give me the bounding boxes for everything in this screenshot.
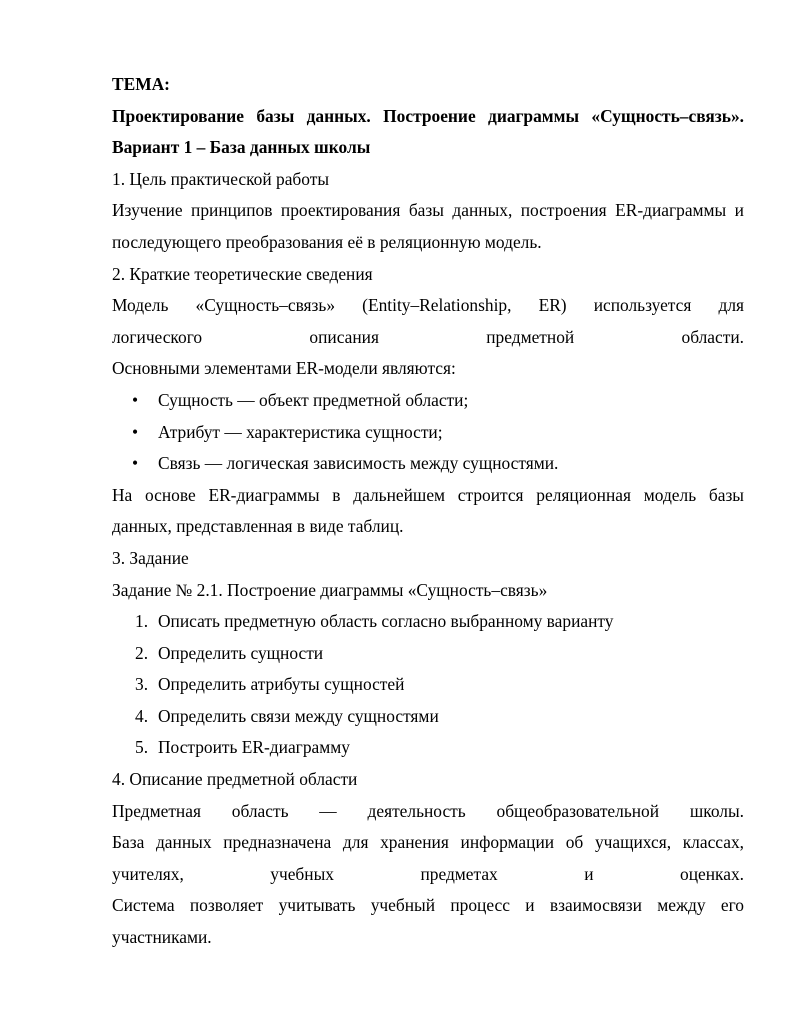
list-item-text: Построить ER-диаграмму <box>158 737 350 758</box>
list-item-text: Определить атрибуты сущностей <box>158 674 405 695</box>
list-item-text: Сущность — объект предметной области; <box>158 389 469 410</box>
variant-title: Вариант 1 – База данных школы <box>112 137 371 158</box>
task-steps-list <box>112 606 744 764</box>
section-4-line-4: Система позволяет учитывать учебный процесс и взаимосвязи между его <box>112 895 744 916</box>
topic-title: Проектирование базы данных. Построение диаграммы «Сущность–связь». <box>112 105 744 126</box>
section-2-line-2: логического описания предметной области. <box>112 326 744 347</box>
topic-label: ТЕМА: <box>112 74 170 94</box>
section-1-title: 1. Цель практической работы <box>112 168 330 189</box>
section-2-line-3: Основными элементами ER-модели являются: <box>112 358 456 379</box>
list-item-text: Определить связи между сущностями <box>158 705 439 726</box>
section-2-title: 2. Краткие теоретические сведения <box>112 263 373 284</box>
section-4-line-3: учителях, учебных предметах и оценках. <box>112 863 744 884</box>
section-4-line-5: участниками. <box>112 927 212 948</box>
list-item-text: Атрибут — характеристика сущности; <box>158 421 443 442</box>
list-item <box>112 638 744 670</box>
list-item-text: Связь — логическая зависимость между сущностями. <box>158 453 559 474</box>
section-1-line-2: последующего преобразования её в реляционную модель. <box>112 231 542 252</box>
list-item-number: 2. <box>135 642 149 663</box>
section-4-line-1: Предметная область — деятельность общеобразовательной школы. <box>112 800 744 821</box>
er-elements-list <box>112 385 744 480</box>
section-4-title: 4. Описание предметной области <box>112 769 358 790</box>
list-item <box>112 701 744 733</box>
list-item <box>112 448 744 480</box>
list-item-number: 1. <box>135 611 149 632</box>
section-4-line-2: База данных предназначена для хранения информации об учащихся, классах, <box>112 832 744 853</box>
list-item-text: Определить сущности <box>158 642 324 663</box>
list-item <box>112 417 744 449</box>
section-1-line-1: Изучение принципов проектирования базы данных, построения ER-диаграммы и <box>112 200 744 221</box>
list-item <box>112 385 744 417</box>
list-item <box>112 669 744 701</box>
list-item-number: 4. <box>135 705 149 726</box>
list-item <box>112 732 744 764</box>
list-item-number: 5. <box>135 737 149 758</box>
task-title: Задание № 2.1. Построение диаграммы «Сущность–связь» <box>112 579 548 600</box>
list-item-text: Описать предметную область согласно выбранному варианту <box>158 611 614 632</box>
section-3-title: 3. Задание <box>112 547 189 568</box>
section-2-after-line-2: данных, представленная в виде таблиц. <box>112 516 404 537</box>
bullet-icon: • <box>132 421 139 442</box>
list-item-number: 3. <box>135 674 149 695</box>
list-item <box>112 606 744 638</box>
bullet-icon: • <box>132 453 139 474</box>
section-2-after-line-1: На основе ER-диаграммы в дальнейшем строится реляционная модель базы <box>112 484 744 505</box>
bullet-icon: • <box>132 389 139 410</box>
section-2-line-1: Модель «Сущность–связь» (Entity–Relationship, ER) используется для <box>112 295 744 316</box>
